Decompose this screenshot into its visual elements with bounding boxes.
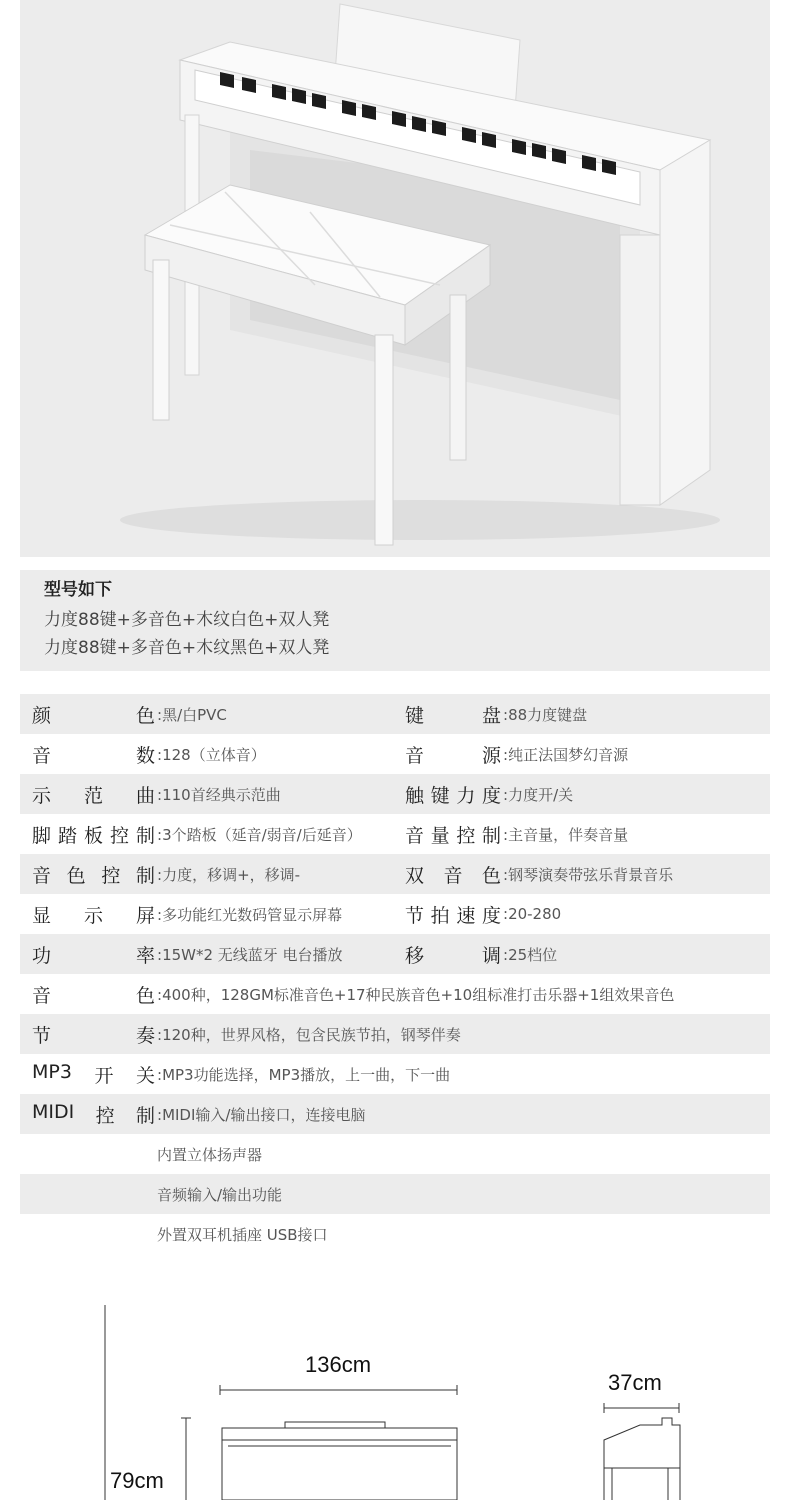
spec-row [20,934,770,974]
spec-value: :主音量，伴奏音量 [503,825,629,844]
spec-value: 音频输入/输出功能 [157,1185,283,1204]
dimension-svg [0,1290,790,1500]
spec-value: 外置双耳机插座 USB接口 [157,1225,328,1244]
spec-row [20,1134,770,1174]
spec-label: 颜 色 [32,704,155,727]
digital-piano-illustration [20,0,770,557]
spec-value: :20-280 [503,905,562,923]
spec-label: MIDI 控 制 [32,1100,155,1127]
spec-value: :多功能红光数码管显示屏幕 [157,905,343,924]
spec-value: :110首经典示范曲 [157,785,281,804]
spec-label: 脚 踏 板 控 制 [32,824,155,847]
model-line: 力度88键+多音色+木纹黑色+双人凳 [44,638,330,658]
spec-value: :MIDI输入/输出接口，连接电脑 [157,1105,366,1124]
spec-row [20,1014,770,1054]
spec-label: MP3 开 关 [32,1060,155,1087]
spec-value: :力度开/关 [503,785,574,804]
spec-value: 内置立体扬声器 [157,1145,263,1164]
spec-label: 触 键 力 度 [405,784,501,807]
spec-label: 音 量 控 制 [405,824,501,847]
product-photo [20,0,770,557]
spec-label: 音 色 控 制 [32,864,155,887]
spec-row [20,1174,770,1214]
spec-row [20,694,770,734]
spec-label: 音 源 [405,744,501,767]
depth-label: 37cm [608,1370,662,1395]
spec-value: :400种，128GM标准音色+17种民族音色+10组标准打击乐器+1组效果音色 [157,985,675,1004]
dimension-drawing [0,1290,790,1500]
spec-label: 节 奏 [32,1024,155,1047]
spec-value: :黑/白PVC [157,705,227,724]
spec-label: 音 数 [32,744,155,767]
spec-table [20,694,770,1254]
spec-row [20,734,770,774]
spec-label: 键 盘 [405,704,501,727]
spec-value: :25档位 [503,945,558,964]
spec-value: :纯正法国梦幻音源 [503,745,629,764]
spec-row [20,894,770,934]
spec-label: 节 拍 速 度 [405,904,501,927]
model-line: 力度88键+多音色+木纹白色+双人凳 [44,610,330,630]
spec-label: 音 色 [32,984,155,1007]
spec-row [20,774,770,814]
spec-row [20,1054,770,1094]
spec-value: :力度，移调+，移调- [157,865,301,884]
spec-value: :120种，世界风格，包含民族节拍，钢琴伴奏 [157,1025,461,1044]
height-label: 79cm [110,1468,164,1493]
spec-value: :3个踏板（延音/弱音/后延音） [157,825,362,844]
spec-value: :88力度键盘 [503,705,588,724]
spec-label: 功 率 [32,944,155,967]
spec-value: :128（立体音） [157,745,266,764]
model-list-title: 型号如下 [44,580,112,600]
width-label: 136cm [305,1352,372,1377]
spec-label: 显 示 屏 [32,904,155,927]
spec-row [20,1214,770,1254]
spec-value: :15W*2 无线蓝牙 电台播放 [157,945,343,964]
spec-label: 示 范 曲 [32,784,155,807]
spec-value: :MP3功能选择，MP3播放，上一曲，下一曲 [157,1065,451,1084]
spec-row [20,1094,770,1134]
spec-row [20,974,770,1014]
spec-label: 移 调 [405,944,501,967]
model-list [20,570,770,671]
spec-row [20,854,770,894]
spec-row [20,814,770,854]
spec-value: :钢琴演奏带弦乐背景音乐 [503,865,674,884]
spec-label: 双 音 色 [405,864,501,887]
